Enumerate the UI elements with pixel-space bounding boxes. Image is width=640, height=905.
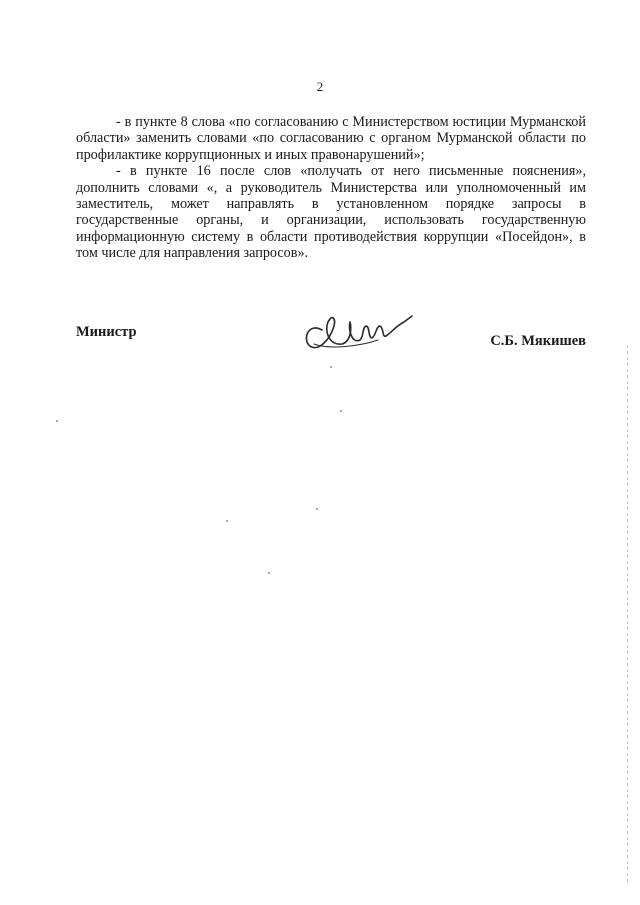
page-number: 2 (316, 79, 324, 94)
signatory-name: С.Б. Мякишев (490, 333, 586, 349)
paragraph-item-8-amendment: - в пункте 8 слова «по согласованию с Министерством юстиции Мурманской области» заменить словами «по согласованию с органом Мурманской области по профилактике коррупционных и иных правонарушений»; (76, 114, 586, 163)
scan-speck (268, 572, 270, 574)
document-body (76, 114, 586, 262)
scan-speck (56, 420, 58, 422)
scan-speck (316, 508, 318, 510)
scan-edge-line (627, 345, 628, 885)
paragraph-item-16-amendment: - в пункте 16 после слов «получать от него письменные пояснения», дополнить словами «, а руководитель Министерства или уполномоченный им заместитель, может направлять в установленном порядке запросы в государственные органы, и организации, использовать государственную информационную систему в области противодействия коррупции «Посейдон», в том числе для направления запросов». (76, 163, 586, 262)
signatory-role: Министр (76, 324, 137, 340)
scan-speck (330, 366, 332, 368)
scan-speck (226, 520, 228, 522)
scan-speck (340, 410, 342, 412)
handwritten-signature (300, 300, 420, 358)
